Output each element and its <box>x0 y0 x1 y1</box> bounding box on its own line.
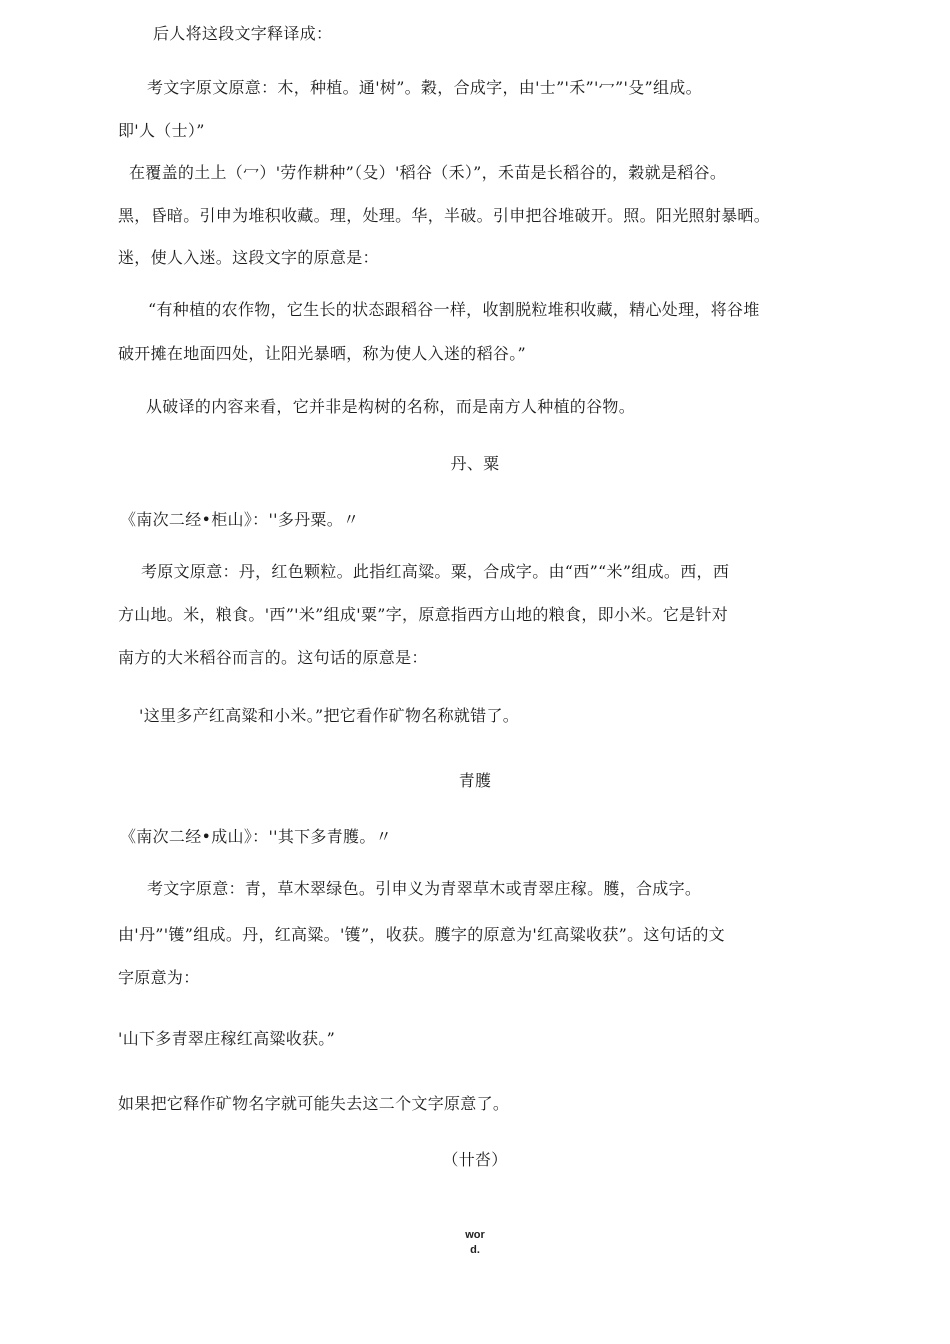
section-heading: 丹、粟 <box>450 454 500 473</box>
citation-line: 《南次二经•柜山》：''多丹粟。〃 <box>120 510 360 529</box>
paragraph-line: 字原意为： <box>118 968 200 987</box>
citation-line: 《南次二经•成山》：''其下多青臒。〃 <box>120 827 392 846</box>
paragraph-line: 由'丹”'镬”组成。丹，红高粱。'镬”，收获。臒字的原意为'红高粱收获”。这句话的文 <box>118 925 725 944</box>
paragraph-line: 南方的大米稻谷而言的。这句话的原意是： <box>118 648 428 667</box>
section-heading: 青臒 <box>458 771 492 790</box>
quote-line: '山下多青翠庄稼红高粱收获。” <box>118 1029 336 1048</box>
paragraph-line: 后人将这段文字释译成： <box>153 24 333 43</box>
paragraph-line: 即'人（士）” <box>118 121 205 140</box>
paragraph-line: 在覆盖的土上（冖）'劳作耕种”（殳）'稻谷（禾）”，禾苗是长稻谷的，穀就是稻谷。 <box>129 163 727 182</box>
paragraph-line: 考原文原意：丹，红色颗粒。此指红高粱。粟，合成字。由“西”“米”组成。西，西 <box>141 562 730 581</box>
paragraph-line: 考文字原文原意：木，种植。通'树”。穀，合成字，由'士”'禾”'冖”'殳”组成。 <box>147 78 702 97</box>
paragraph-line: 如果把它释作矿物名字就可能失去这二个文字原意了。 <box>118 1094 510 1113</box>
quote-line: 破开摊在地面四处，让阳光暴晒，称为使人入迷的稻谷。” <box>118 344 526 363</box>
paragraph-line: 方山地。米，粮食。'西”'米”组成'粟”字，原意指西方山地的粮食，即小米。它是针对 <box>118 605 729 624</box>
quote-line: '这里多产红高粱和小米。”把它看作矿物名称就错了。 <box>139 706 520 725</box>
paragraph-line: 迷，使人入迷。这段文字的原意是： <box>118 248 379 267</box>
quote-line: “有种植的农作物，它生长的状态跟稻谷一样，收割脱粒堆积收藏，精心处理，将谷堆 <box>148 300 760 319</box>
section-heading: （卄呇） <box>442 1150 508 1169</box>
paragraph-line: 考文字原意：青，草木翠绿色。引申义为青翠草木或青翠庄稼。臒，合成字。 <box>147 879 702 898</box>
paragraph-line: 黑，昏暗。引申为堆积收藏。理，处理。华，半破。引申把谷堆破开。照。阳光照射暴晒。 <box>118 206 771 225</box>
footer-word-line2: d. <box>470 1244 480 1256</box>
paragraph-line: 从破译的内容来看，它并非是构树的名称，而是南方人种植的谷物。 <box>146 397 636 416</box>
footer-word-line1: wor <box>465 1229 485 1241</box>
